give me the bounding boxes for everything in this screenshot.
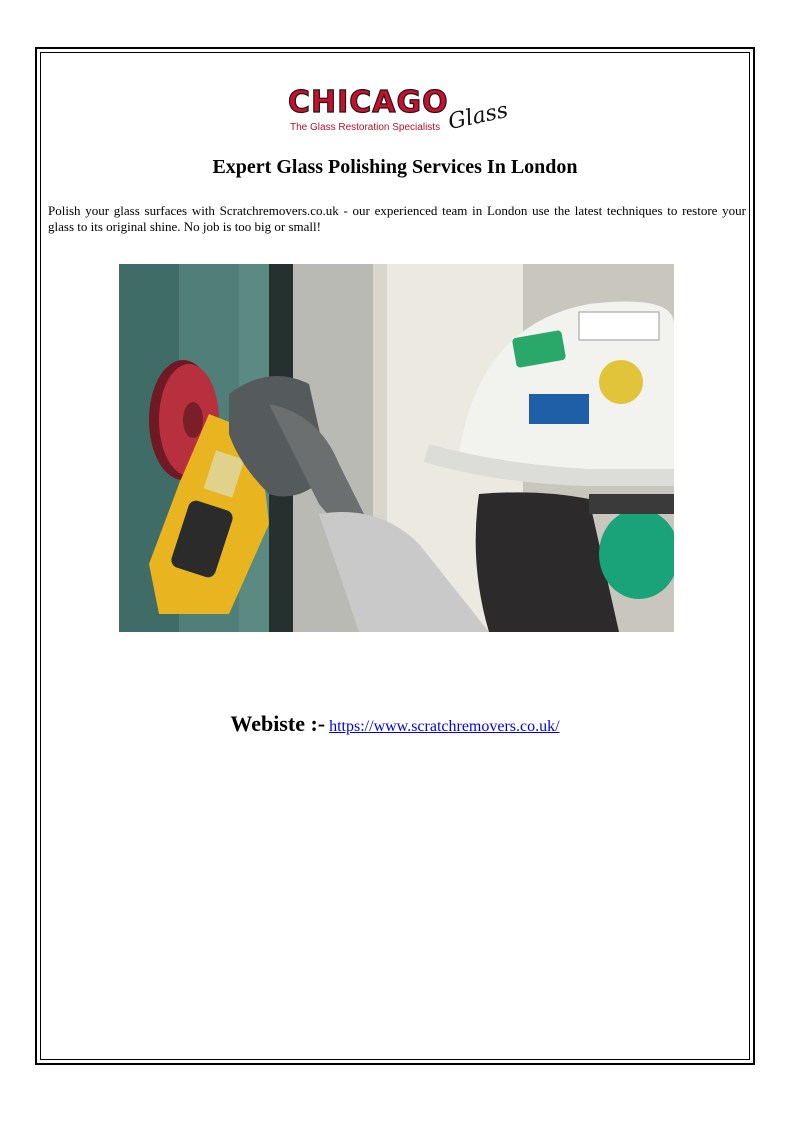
website-label: Webiste :-	[230, 711, 326, 736]
description-paragraph: Polish your glass surfaces with Scratchremovers.co.uk - our experienced team in London use the latest techniques to restore your glass to its original shine. No job is too big or small!	[48, 203, 746, 234]
glass-polishing-photo	[119, 264, 674, 632]
logo-tagline: The Glass Restoration Specialists	[290, 122, 441, 133]
logo-script: Glass	[446, 98, 511, 135]
website-link[interactable]: https://www.scratchremovers.co.uk/	[329, 718, 560, 735]
chicago-glass-logo	[288, 85, 511, 140]
logo-wordmark: CHICAGO	[288, 85, 449, 120]
website-line	[40, 710, 750, 741]
page-title: Expert Glass Polishing Services In London	[212, 156, 578, 178]
